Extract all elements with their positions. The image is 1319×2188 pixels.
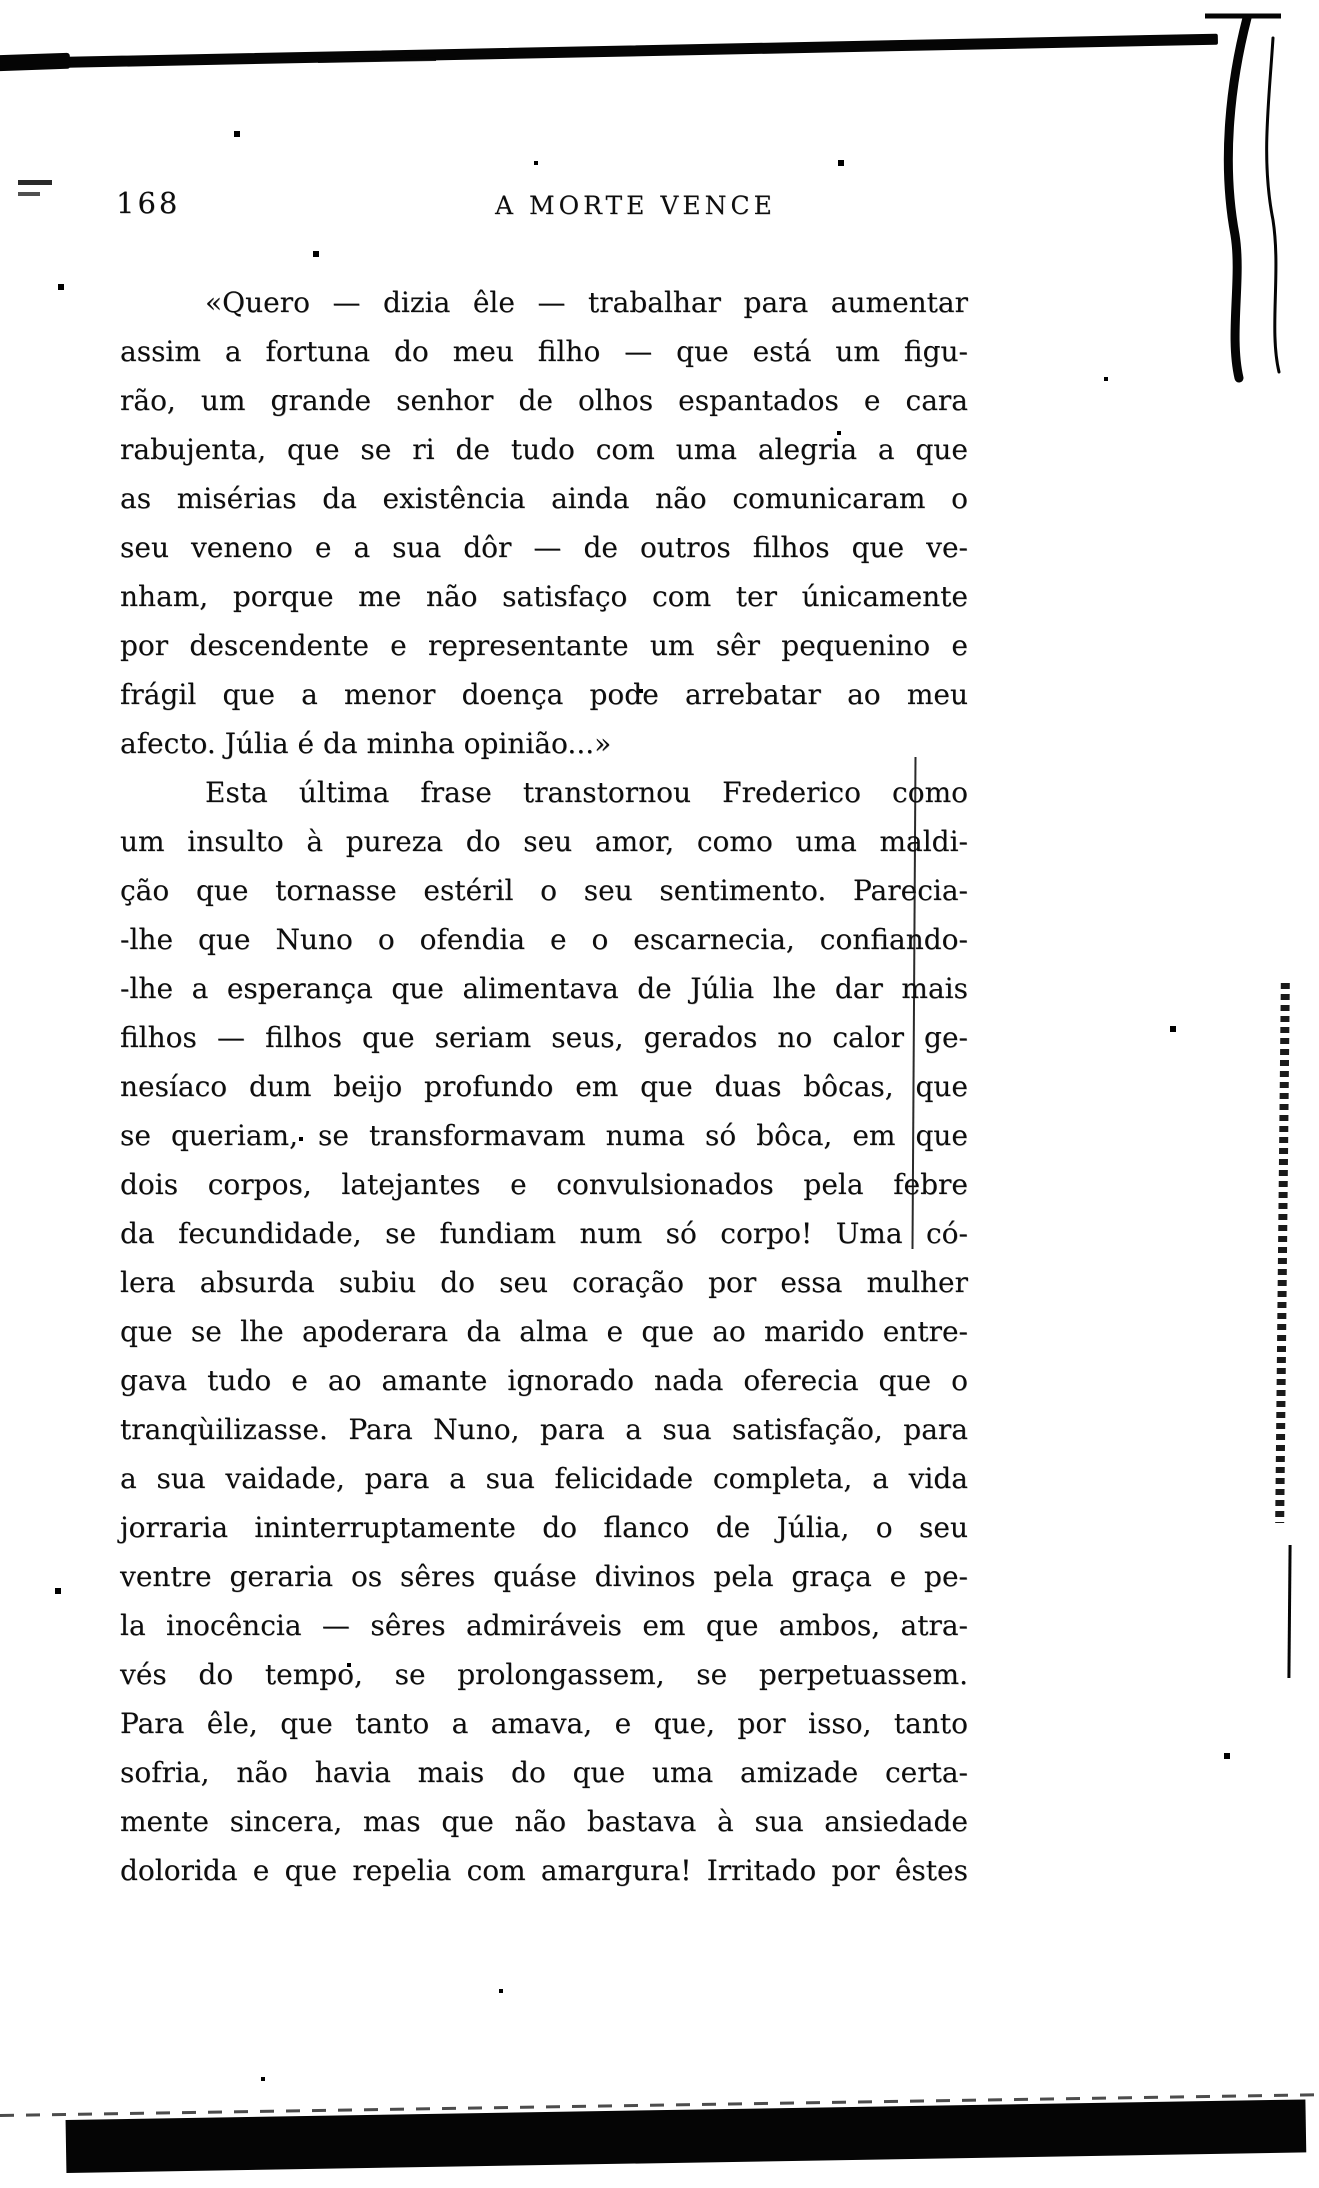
scan-artifact-left-tick: [18, 180, 52, 185]
text-line: ventre geraria os sêres quáse divinos pela graça e pe-: [120, 1560, 968, 1593]
scan-artifact-specks: [0, 0, 2, 2]
text-line: mente sincera, mas que não bastava à sua ansiedade: [120, 1805, 968, 1838]
text-line: um insulto à pureza do seu amor, como uma maldi-: [120, 825, 968, 858]
text-line: por descendente e representante um sêr pequenino e: [120, 629, 968, 662]
text-line: dois corpos, latejantes e convulsionados pela febre: [120, 1168, 968, 1201]
text-block: [120, 278, 968, 1895]
text-line: que se lhe apoderara da alma e que ao marido entre-: [120, 1315, 968, 1348]
scan-artifact-left-tick: [18, 192, 40, 196]
text-line: «Quero — dizia êle — trabalhar para aumentar: [205, 286, 968, 319]
text-line: rabujenta, que se ri de tudo com uma alegria a que: [120, 433, 968, 466]
text-line: jorraria ininterruptamente do flanco de Júlia, o seu: [120, 1511, 968, 1544]
text-line: ção que tornasse estéril o seu sentimento. Parecia-: [120, 874, 968, 907]
scan-artifact-top-blob: [0, 53, 70, 72]
text-line: afecto. Júlia é da minha opinião...»: [120, 727, 612, 760]
text-line: da fecundidade, se fundiam num só corpo! Uma có-: [120, 1217, 968, 1250]
text-line: -lhe que Nuno o ofendia e o escarnecia, confiando-: [120, 923, 968, 956]
text-line: vés do tempo, se prolongassem, se perpetuassem.: [120, 1658, 968, 1691]
scan-artifact-speckle-band: [1275, 983, 1290, 1523]
text-line: sofria, não havia mais do que uma amizade certa-: [120, 1756, 968, 1789]
text-line: Para êle, que tanto a amava, e que, por isso, tanto: [120, 1707, 968, 1740]
text-line: rão, um grande senhor de olhos espantados e cara: [120, 384, 968, 417]
text-line: se queriam, se transformavam numa só bôca, em que: [120, 1119, 968, 1152]
running-title: A MORTE VENCE: [495, 191, 776, 220]
text-line: nham, porque me não satisfaço com ter únicamente: [120, 580, 968, 613]
scan-artifact-top-rule: [0, 34, 1218, 70]
text-line: a sua vaidade, para a sua felicidade completa, a vida: [120, 1462, 968, 1495]
text-line: -lhe a esperança que alimentava de Júlia lhe dar mais: [120, 972, 968, 1005]
text-line: tranqùilizasse. Para Nuno, para a sua satisfação, para: [120, 1413, 968, 1446]
text-line: as misérias da existência ainda não comunicaram o: [120, 482, 968, 515]
text-line: assim a fortuna do meu filho — que está um figu-: [120, 335, 968, 368]
text-line: filhos — filhos que seriam seus, gerados no calor ge-: [120, 1021, 968, 1054]
scan-artifact-edge-line: [1287, 1545, 1291, 1678]
text-line: nesíaco dum beijo profundo em que duas bôcas, que: [120, 1070, 968, 1103]
text-line: dolorida e que repelia com amargura! Irritado por êstes: [120, 1854, 968, 1887]
text-line: seu veneno e a sua dôr — de outros filhos que ve-: [120, 531, 968, 564]
text-line: Esta última frase transtornou Frederico como: [205, 776, 968, 809]
text-line: lera absurda subiu do seu coração por essa mulher: [120, 1266, 968, 1299]
page-number: 168: [116, 186, 181, 220]
text-line: la inocência — sêres admiráveis em que ambos, atra-: [120, 1609, 968, 1642]
scan-artifact-top-echo: [318, 57, 436, 63]
text-line: gava tudo e ao amante ignorado nada oferecia que o: [120, 1364, 968, 1397]
scan-artifact-binding-streaks: [1185, 10, 1315, 390]
text-line: frágil que a menor doença pode arrebatar ao meu: [120, 678, 968, 711]
